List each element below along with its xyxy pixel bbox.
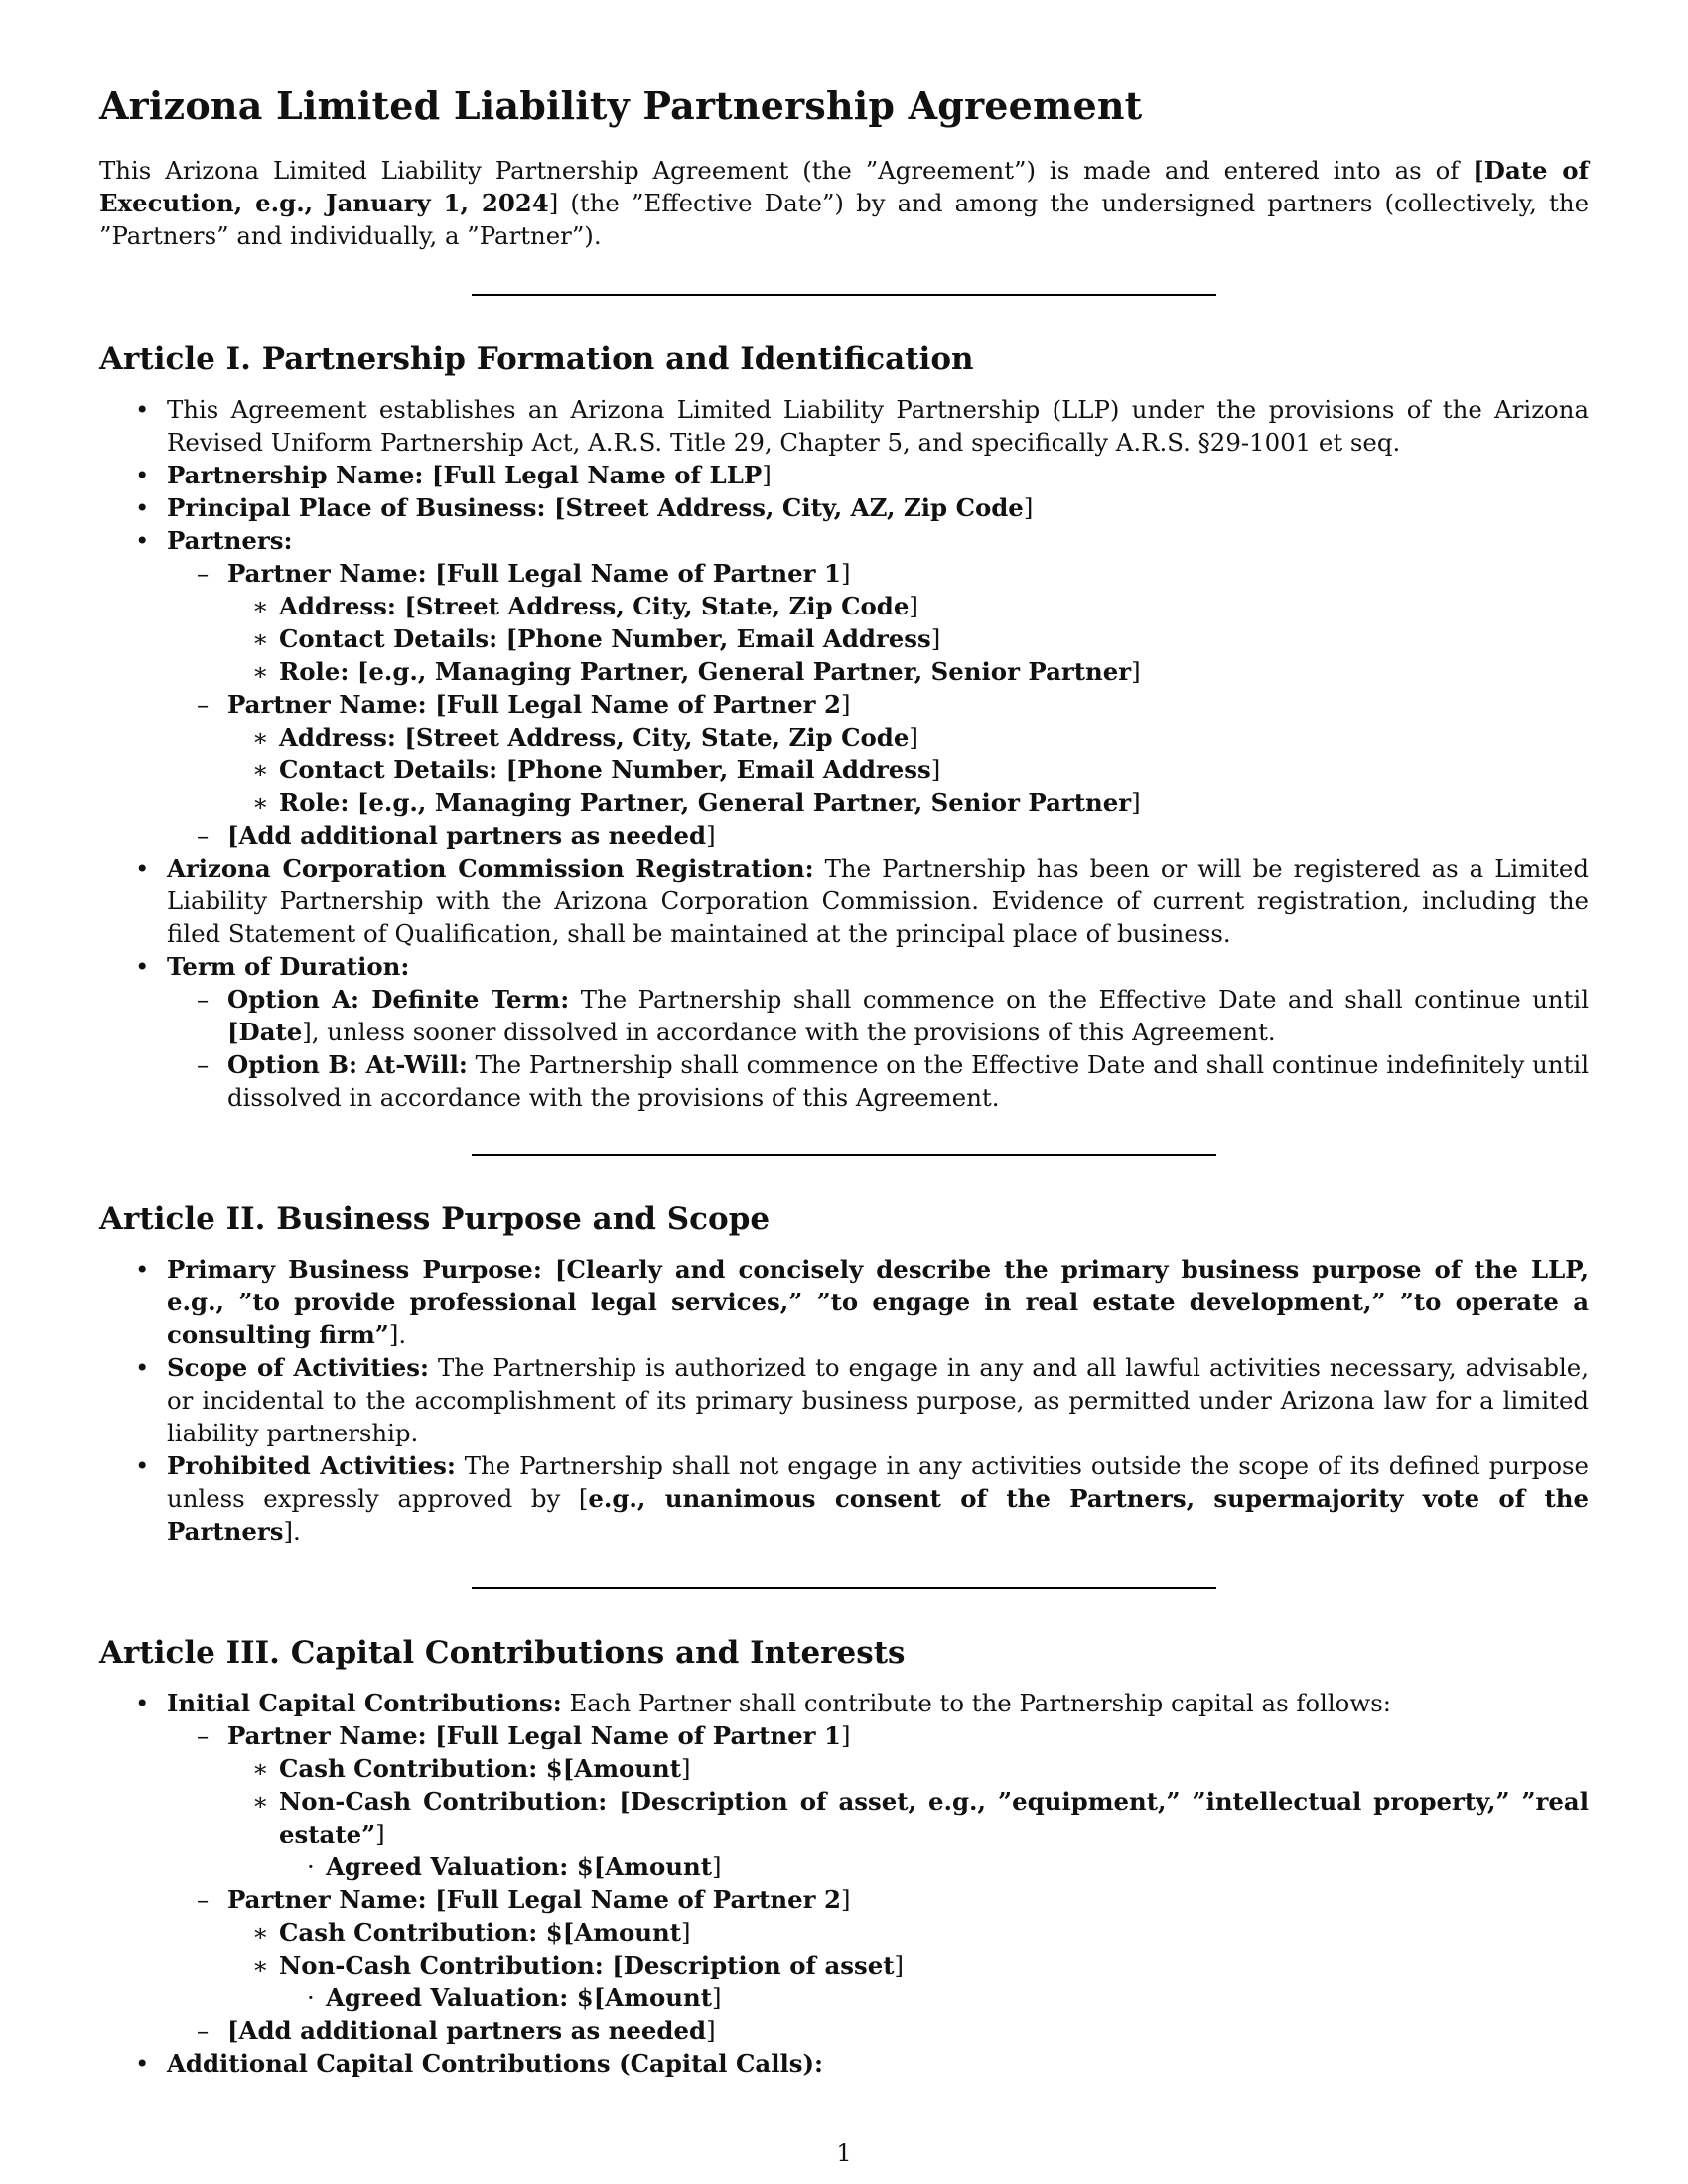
option-a-label: Option A: Definite Term: — [227, 985, 570, 1014]
list-item — [99, 524, 1589, 852]
item-text: The Partnership shall commence on the Effective Date and shall continue until — [569, 985, 1590, 1014]
item-text: The Partnership is authorized to engage in any and all lawful activities necessary, advisable, or incidental to the accomplishment of its primary business purpose, as permitted under Arizona law for a limited liability partnership. — [167, 1353, 1589, 1447]
partner-1-contribution-details — [227, 1752, 1589, 1883]
bracket: ] — [711, 1852, 722, 1881]
registration-label: Arizona Corporation Commission Registration: — [167, 854, 814, 883]
partners-list — [167, 557, 1589, 852]
capital-calls-label: Additional Capital Contributions (Capital Calls): — [167, 2049, 824, 2078]
star-marker: ∗ — [252, 723, 269, 751]
bracket: ] — [681, 1754, 691, 1783]
item-text: ], unless sooner dissolved in accordance with the provisions of this Agreement. — [302, 1018, 1276, 1046]
dot-marker: · — [307, 1852, 315, 1881]
term-options — [167, 983, 1589, 1114]
article-2-list — [99, 1253, 1589, 1548]
partnership-name-field: Partnership Name: [Full Legal Name of LLP — [167, 461, 763, 489]
address-field: Address: [Street Address, City, State, Zip Code — [279, 592, 910, 620]
option-b-label: Option B: At-Will: — [227, 1050, 468, 1079]
list-item — [99, 1687, 1589, 2047]
list-item — [227, 1785, 1589, 1883]
star-marker: ∗ — [252, 1918, 269, 1947]
noncash-contribution-field: Non-Cash Contribution: [Description of asset, e.g., ”equipment,” ”intellectual property,” ”real estate” — [279, 1787, 1589, 1848]
bullet-marker: • — [135, 952, 150, 981]
partner-name-field: Partner Name: [Full Legal Name of Partner 2 — [227, 690, 841, 719]
list-item — [227, 590, 1589, 622]
article-1-list — [99, 393, 1589, 1114]
dash-marker: – — [197, 1721, 210, 1750]
list-item — [167, 1048, 1589, 1114]
bullet-marker: • — [135, 395, 150, 424]
intro-date-placeholder: [Date of Execution, e.g., January 1, 2024 — [99, 156, 1589, 217]
dot-marker: · — [307, 1983, 315, 2012]
list-item — [99, 1351, 1589, 1449]
item-text: The Partnership shall not engage in any activities outside the scope of its defined purpose unless expressly approved by [ — [167, 1451, 1589, 1513]
document-page — [99, 83, 1589, 2080]
dash-marker: – — [197, 985, 210, 1014]
dash-marker: – — [197, 821, 210, 850]
date-placeholder: [Date — [227, 1018, 303, 1046]
intro-text: This Arizona Limited Liability Partnership Agreement (the ”Agreement”) is made and entered into as of — [99, 156, 1474, 185]
partner-1 — [167, 557, 1589, 688]
prohibited-label: Prohibited Activities: — [167, 1451, 456, 1480]
bracket: ] — [909, 723, 918, 751]
bracket: ] — [840, 559, 851, 588]
item-text: The Partnership shall commence on the Effective Date and shall continue indefinitely until dissolved in accordance with the provisions of this Agreement. — [227, 1050, 1590, 1112]
dash-marker: – — [197, 2016, 210, 2045]
star-marker: ∗ — [252, 624, 269, 653]
address-field: Address: [Street Address, City, State, Zip Code — [279, 723, 910, 751]
list-item — [227, 1752, 1589, 1785]
partner-2-contribution-details — [227, 1916, 1589, 2014]
article-3-list — [99, 1687, 1589, 2080]
star-marker: ∗ — [252, 1754, 269, 1783]
list-item — [227, 1949, 1589, 2014]
bracket: ]. — [283, 1517, 301, 1546]
item-text: The Partnership has been or will be registered as a Limited Liability Partnership with the Arizona Corporation Commission. Evidence of current registration, including the filed Statement of Qualification, shall be maintained at the principal place of business. — [167, 854, 1589, 948]
partner-1-contribution — [167, 1719, 1589, 1883]
list-item — [227, 753, 1589, 786]
article-3 — [99, 1635, 1589, 2080]
bullet-marker: • — [135, 1689, 150, 1717]
bracket: ] — [840, 1885, 851, 1914]
bracket: ] — [681, 1918, 691, 1947]
star-marker: ∗ — [252, 788, 269, 817]
bracket: ] — [1131, 788, 1141, 817]
cash-contribution-field: Cash Contribution: $[Amount — [279, 1754, 682, 1783]
partners-label: Partners: — [167, 526, 293, 555]
cash-contribution-field: Cash Contribution: $[Amount — [279, 1918, 682, 1947]
item-text: This Agreement establishes an Arizona Limited Liability Partnership (LLP) under the provisions of the Arizona Revised Uniform Partnership Act, A.R.S. Title 29, Chapter 5, and specifically A.R.S. §29-1001 et seq. — [167, 395, 1589, 457]
partner-name-field: Partner Name: [Full Legal Name of Partner 1 — [227, 1721, 841, 1750]
bullet-marker: • — [135, 2049, 150, 2078]
dash-marker: – — [197, 690, 210, 719]
star-marker: ∗ — [252, 592, 269, 620]
bracket: ] — [909, 592, 918, 620]
bullet-marker: • — [135, 526, 150, 555]
section-divider — [472, 294, 1216, 296]
star-marker: ∗ — [252, 755, 269, 784]
partner-name-field: Partner Name: [Full Legal Name of Partner 1 — [227, 559, 841, 588]
list-item — [167, 983, 1589, 1048]
bracket: ] — [1131, 657, 1141, 686]
document-title: Arizona Limited Liability Partnership Agreement — [99, 83, 1143, 128]
article-1 — [99, 341, 1589, 1114]
purpose-field: Primary Business Purpose: [Clearly and concisely describe the primary business purpose of the LLP, e.g., ”to provide professional legal services,” ”to engage in real estate development,” ”to operate a consulting firm” — [167, 1255, 1589, 1349]
bracket: ]. — [388, 1320, 407, 1349]
list-item — [227, 721, 1589, 753]
list-item — [167, 2014, 1589, 2047]
list-item — [227, 655, 1589, 688]
partner-2 — [167, 688, 1589, 819]
bullet-marker: • — [135, 461, 150, 489]
page-number: 1 — [836, 2139, 852, 2167]
list-item — [167, 819, 1589, 852]
list-item — [279, 1981, 1589, 2014]
bracket: ] — [840, 1721, 851, 1750]
add-partners-note: [Add additional partners as needed — [227, 2016, 707, 2045]
list-item — [227, 1916, 1589, 1949]
dash-marker: – — [197, 1050, 210, 1079]
bracket: ] — [706, 2016, 716, 2045]
bullet-marker: • — [135, 1451, 150, 1480]
partner-1-details — [227, 590, 1589, 688]
bracket: ] — [1023, 493, 1034, 522]
bullet-marker: • — [135, 1353, 150, 1382]
bullet-marker: • — [135, 493, 150, 522]
contact-field: Contact Details: [Phone Number, Email Address — [279, 755, 931, 784]
role-field: Role: [e.g., Managing Partner, General Partner, Senior Partner — [279, 657, 1132, 686]
valuation-list — [279, 1850, 1589, 1883]
list-item — [99, 950, 1589, 1114]
contact-field: Contact Details: [Phone Number, Email Address — [279, 624, 931, 653]
dash-marker: – — [197, 559, 210, 588]
bullet-marker: • — [135, 1255, 150, 1284]
partner-name-field: Partner Name: [Full Legal Name of Partner 2 — [227, 1885, 841, 1914]
bracket: ] — [375, 1820, 385, 1848]
intro-text-end: ] (the ”Effective Date”) by and among the undersigned partners (collectively, the ”Partners” and individually, a ”Partner”). — [99, 189, 1590, 250]
list-item — [99, 1449, 1589, 1548]
intro-paragraph — [99, 154, 1589, 252]
star-marker: ∗ — [252, 1787, 269, 1816]
list-item — [99, 459, 1589, 491]
bracket: ] — [930, 755, 941, 784]
list-item — [99, 491, 1589, 524]
article-3-heading: Article III. Capital Contributions and Interests — [99, 1635, 906, 1671]
list-item — [99, 2047, 1589, 2080]
section-divider — [472, 1587, 1216, 1589]
noncash-contribution-field: Non-Cash Contribution: [Description of asset — [279, 1951, 895, 1979]
contributions-list — [167, 1719, 1589, 2047]
term-label: Term of Duration: — [167, 952, 410, 981]
list-item — [227, 786, 1589, 819]
approval-placeholder: e.g., unanimous consent of the Partners, supermajority vote of the Partners — [167, 1484, 1590, 1546]
bracket: ] — [840, 690, 851, 719]
principal-place-field: Principal Place of Business: [Street Address, City, AZ, Zip Code — [167, 493, 1024, 522]
article-1-heading: Article I. Partnership Formation and Identification — [99, 341, 974, 377]
list-item — [279, 1850, 1589, 1883]
list-item — [99, 393, 1589, 459]
valuation-list — [279, 1981, 1589, 2014]
valuation-field: Agreed Valuation: $[Amount — [326, 1852, 712, 1881]
star-marker: ∗ — [252, 657, 269, 686]
list-item — [227, 622, 1589, 655]
section-divider — [472, 1154, 1216, 1156]
add-partners-note: [Add additional partners as needed — [227, 821, 707, 850]
scope-label: Scope of Activities: — [167, 1353, 429, 1382]
list-item — [99, 1253, 1589, 1351]
valuation-field: Agreed Valuation: $[Amount — [326, 1983, 712, 2012]
article-2-heading: Article II. Business Purpose and Scope — [99, 1201, 771, 1237]
item-text: Each Partner shall contribute to the Partnership capital as follows: — [561, 1689, 1391, 1717]
article-2 — [99, 1201, 1589, 1548]
partner-2-details — [227, 721, 1589, 819]
bullet-marker: • — [135, 854, 150, 883]
bracket: ] — [762, 461, 772, 489]
role-field: Role: [e.g., Managing Partner, General Partner, Senior Partner — [279, 788, 1132, 817]
dash-marker: – — [197, 1885, 210, 1914]
list-item — [99, 852, 1589, 950]
bracket: ] — [706, 821, 716, 850]
bracket: ] — [894, 1951, 905, 1979]
bracket: ] — [930, 624, 941, 653]
bracket: ] — [711, 1983, 722, 2012]
star-marker: ∗ — [252, 1951, 269, 1979]
partner-2-contribution — [167, 1883, 1589, 2014]
initial-contributions-label: Initial Capital Contributions: — [167, 1689, 562, 1717]
